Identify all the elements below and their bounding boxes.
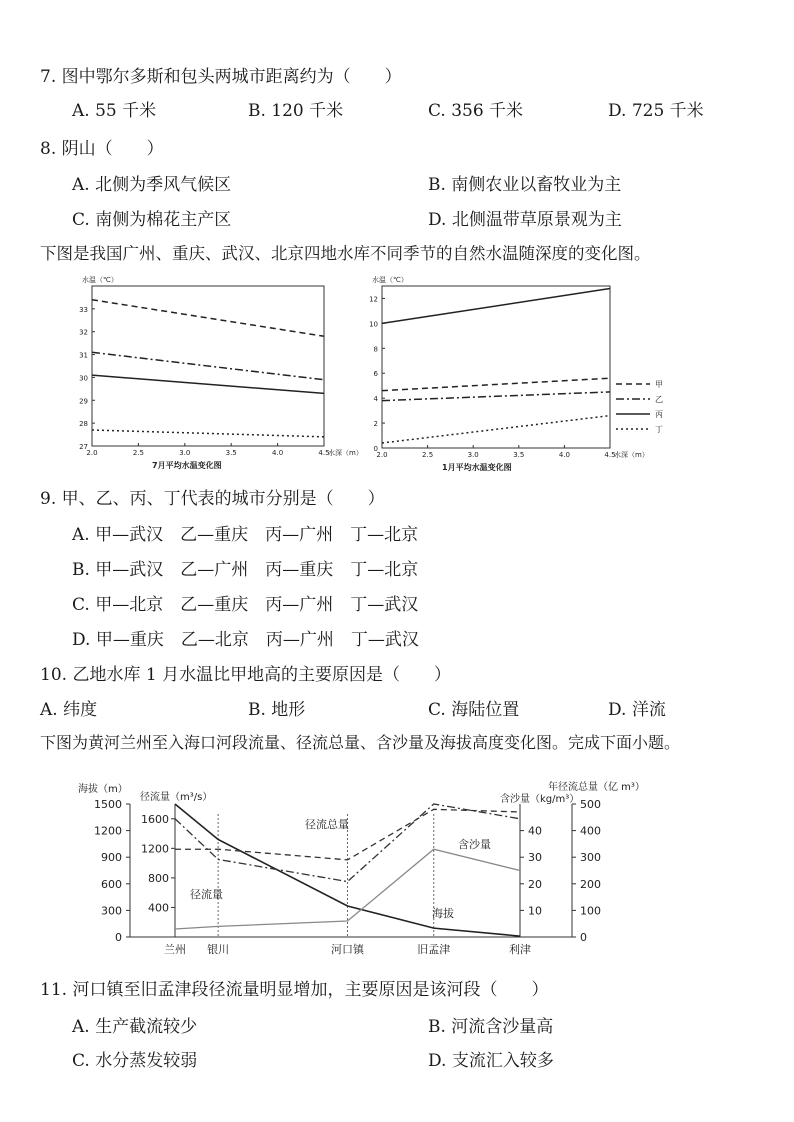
q8-option-a[interactable]: A. 北侧为季风气候区 xyxy=(72,175,232,195)
x-tick-label: 3.5 xyxy=(225,449,237,457)
altitude-axis-label: 海拔（m） xyxy=(78,784,128,795)
y-axis-label: 水温（℃） xyxy=(82,276,118,284)
y-tick-label: 6 xyxy=(373,370,378,379)
y-axis-label: 水温（℃） xyxy=(372,276,408,284)
plot-frame xyxy=(382,286,610,448)
q9-option-c[interactable]: C. 甲—北京 乙—重庆 丙—广州 丁—武汉 xyxy=(72,595,419,615)
x-axis-label: 水深（m） xyxy=(614,451,649,459)
series-line-丁 xyxy=(382,416,610,443)
intro-water-temperature: 下图是我国广州、重庆、武汉、北京四地水库不同季节的自然水温随深度的变化图。 xyxy=(40,244,651,263)
flow-tick-label: 1600 xyxy=(141,812,169,826)
q9-option-d[interactable]: D. 甲—重庆 乙—北京 丙—广州 丁—武汉 xyxy=(72,630,419,650)
runoff-tick-label: 0 xyxy=(580,931,587,944)
q7-option-b[interactable]: B. 120 千米 xyxy=(248,101,344,121)
altitude-tick-label: 900 xyxy=(101,851,122,865)
runoff-tick-label: 400 xyxy=(580,824,601,838)
q8-stem: 8. 阴山（ ） xyxy=(40,139,164,159)
q9-option-b[interactable]: B. 甲—武汉 乙—广州 丙—重庆 丁—北京 xyxy=(72,560,419,580)
intro-yellow-river: 下图为黄河兰州至入海口河段流量、径流总量、含沙量及海拔高度变化图。完成下面小题。 xyxy=(40,733,681,752)
x-tick-label: 4.0 xyxy=(558,451,570,459)
y-tick-label: 29 xyxy=(79,397,88,406)
q11-option-a[interactable]: A. 生产截流较少 xyxy=(72,1017,198,1037)
flow-tick-label: 400 xyxy=(148,901,169,915)
q8-option-d[interactable]: D. 北侧温带草原景观为主 xyxy=(428,210,622,230)
altitude-tick-label: 300 xyxy=(101,904,122,918)
y-tick-label: 33 xyxy=(79,305,88,314)
flow-axis-label: 径流量（m³/s） xyxy=(140,792,213,803)
station-label-利津: 利津 xyxy=(509,943,531,956)
yellow-river-chart xyxy=(0,762,794,967)
x-tick-label: 2.0 xyxy=(376,451,388,459)
x-tick-label: 4.5 xyxy=(604,451,616,459)
station-label-兰州: 兰州 xyxy=(164,943,186,956)
y-tick-label: 2 xyxy=(373,420,378,429)
q11-option-c[interactable]: C. 水分蒸发较弱 xyxy=(72,1051,198,1071)
station-label-河口镇: 河口镇 xyxy=(331,943,364,956)
q7-stem: 7. 图中鄂尔多斯和包头两城市距离约为（ ） xyxy=(40,67,402,87)
x-tick-label: 3.5 xyxy=(513,451,525,459)
q10-option-a[interactable]: A. 纬度 xyxy=(40,700,98,720)
runoff-axis-label: 年径流总量（亿 m³） xyxy=(548,782,645,793)
x-tick-label: 4.0 xyxy=(272,449,284,457)
q11-option-d[interactable]: D. 支流汇入较多 xyxy=(428,1051,554,1071)
annotation-海拔: 海拔 xyxy=(432,907,454,920)
q9-option-a[interactable]: A. 甲—武汉 乙—重庆 丙—广州 丁—北京 xyxy=(72,525,419,545)
y-tick-label: 31 xyxy=(79,351,88,360)
runoff-tick-label: 300 xyxy=(580,851,601,865)
water-temp-legend xyxy=(616,380,663,434)
altitude-tick-label: 1500 xyxy=(94,798,122,811)
x-tick-label: 3.0 xyxy=(467,451,479,459)
y-tick-label: 0 xyxy=(373,445,378,453)
flow-tick-label: 800 xyxy=(148,871,169,885)
q7-option-a[interactable]: A. 55 千米 xyxy=(72,101,157,121)
series-line-乙 xyxy=(92,352,324,379)
y-tick-label: 10 xyxy=(369,320,378,329)
station-label-银川: 银川 xyxy=(207,943,230,956)
sediment-axis-label: 含沙量（kg/m³） xyxy=(500,794,580,805)
station-label-旧孟津: 旧孟津 xyxy=(417,943,451,956)
q8-option-b[interactable]: B. 南侧农业以畜牧业为主 xyxy=(428,175,622,195)
q11-option-b[interactable]: B. 河流含沙量高 xyxy=(428,1017,554,1037)
runoff-tick-label: 200 xyxy=(580,877,601,891)
altitude-tick-label: 0 xyxy=(115,931,122,944)
x-tick-label: 2.5 xyxy=(132,449,144,457)
sediment-tick-label: 20 xyxy=(528,877,542,891)
y-tick-label: 32 xyxy=(79,328,88,337)
series-line-丙 xyxy=(92,375,324,393)
chart-title: 1月平均水温变化图 xyxy=(442,463,512,472)
x-tick-label: 3.0 xyxy=(179,449,191,457)
x-tick-label: 2.0 xyxy=(86,449,98,457)
y-tick-label: 4 xyxy=(373,395,378,404)
sediment-tick-label: 30 xyxy=(528,851,542,865)
q7-option-c[interactable]: C. 356 千米 xyxy=(428,101,524,121)
series-line-丁 xyxy=(92,430,324,437)
water-temperature-charts xyxy=(0,268,794,478)
chart-title: 7月平均水温变化图 xyxy=(152,461,222,470)
annotation-径流量: 径流量 xyxy=(190,888,223,901)
q9-stem: 9. 甲、乙、丙、丁代表的城市分别是（ ） xyxy=(40,489,385,509)
annotation-径流总量: 径流总量 xyxy=(305,818,349,831)
legend-label-丁: 丁 xyxy=(655,425,663,434)
q10-stem: 10. 乙地水库 1 月水温比甲地高的主要原因是（ ） xyxy=(40,665,452,685)
annotation-含沙量: 含沙量 xyxy=(458,838,491,851)
yellow-river-plot xyxy=(78,780,645,956)
runoff-tick-label: 500 xyxy=(580,798,601,811)
q8-option-c[interactable]: C. 南侧为棉花主产区 xyxy=(72,210,232,230)
january-water-temp-chart xyxy=(369,275,649,472)
legend-label-甲: 甲 xyxy=(655,380,663,389)
series-line-甲 xyxy=(92,300,324,337)
x-tick-label: 2.5 xyxy=(422,451,434,459)
x-axis-label: 水深（m） xyxy=(328,449,363,457)
x-tick-label: 4.5 xyxy=(318,449,330,457)
y-tick-label: 12 xyxy=(369,295,378,304)
y-tick-label: 28 xyxy=(79,420,88,429)
legend-label-乙: 乙 xyxy=(655,395,663,404)
y-tick-label: 30 xyxy=(79,374,88,383)
y-tick-label: 8 xyxy=(373,345,378,354)
q10-option-d[interactable]: D. 洋流 xyxy=(608,700,666,720)
altitude-tick-label: 1200 xyxy=(94,824,122,838)
q10-option-c[interactable]: C. 海陆位置 xyxy=(428,700,520,720)
sediment-tick-label: 10 xyxy=(528,904,542,918)
legend-label-丙: 丙 xyxy=(655,410,663,419)
series-line-甲 xyxy=(382,378,610,390)
july-water-temp-chart xyxy=(79,275,363,470)
flow-tick-label: 1200 xyxy=(141,842,169,856)
series-line-乙 xyxy=(382,392,610,401)
q7-option-d[interactable]: D. 725 千米 xyxy=(608,101,704,121)
altitude-tick-label: 600 xyxy=(101,877,122,891)
q11-stem: 11. 河口镇至旧孟津段径流量明显增加，主要原因是该河段（ ） xyxy=(40,980,549,1000)
sediment-tick-label: 40 xyxy=(528,824,542,838)
series-line-丙 xyxy=(382,288,610,323)
y-tick-label: 27 xyxy=(79,443,88,451)
q10-option-b[interactable]: B. 地形 xyxy=(248,700,306,720)
runoff-tick-label: 100 xyxy=(580,904,601,918)
